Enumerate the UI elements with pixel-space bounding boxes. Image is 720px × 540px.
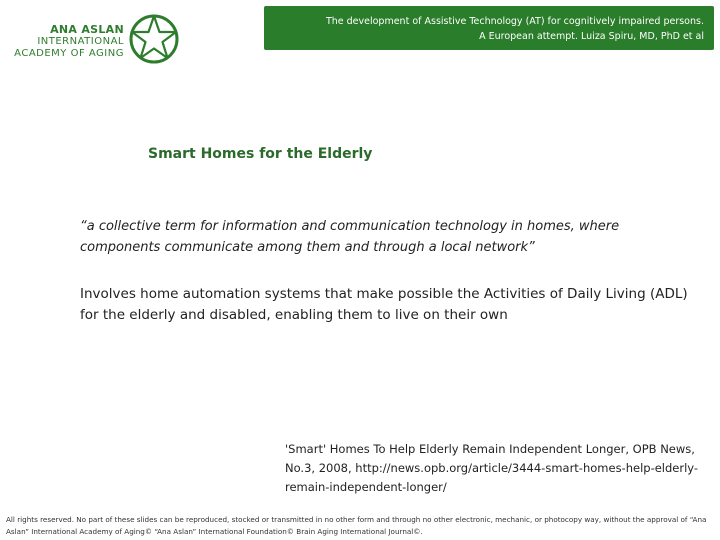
logo-line-1: ANA ASLAN xyxy=(50,23,124,36)
copyright-footer: All rights reserved. No part of these slides can be reproduced, stocked or transmitted in no other form and through no other electronic, mechanic, or photocopy way, without the approval of “Ana Aslan” International Academy of Aging© “Ana Aslan” International Foundation© Brain Aging International Journal©. xyxy=(6,515,707,536)
header-text xyxy=(326,14,704,44)
logo-text xyxy=(12,24,124,60)
star-emblem-icon xyxy=(126,10,182,66)
header-banner xyxy=(264,6,714,50)
header-line-2: A European attempt. Luiza Spiru, MD, PhD et al xyxy=(479,31,704,42)
header-line-1: The development of Assistive Technology (AT) for cognitively impaired persons. xyxy=(325,16,704,27)
logo-line-2: INTERNATIONAL xyxy=(37,36,124,47)
slide-title: Smart Homes for the Elderly xyxy=(148,146,373,162)
definition-quote: “a collective term for information and communication technology in homes, where components communicate among them and through a local network” xyxy=(80,219,620,255)
academy-logo xyxy=(8,10,178,70)
source-citation: 'Smart' Homes To Help Elderly Remain Independent Longer, OPB News, No.3, 2008, http://news.opb.org/article/3444-smart-homes-help-elderly-remain-independent-longer/ xyxy=(285,442,699,494)
logo-line-3: ACADEMY OF AGING xyxy=(14,48,124,59)
body-paragraph: Involves home automation systems that make possible the Activities of Daily Living (ADL) for the elderly and disabled, enabling them to live on their own xyxy=(80,286,688,323)
